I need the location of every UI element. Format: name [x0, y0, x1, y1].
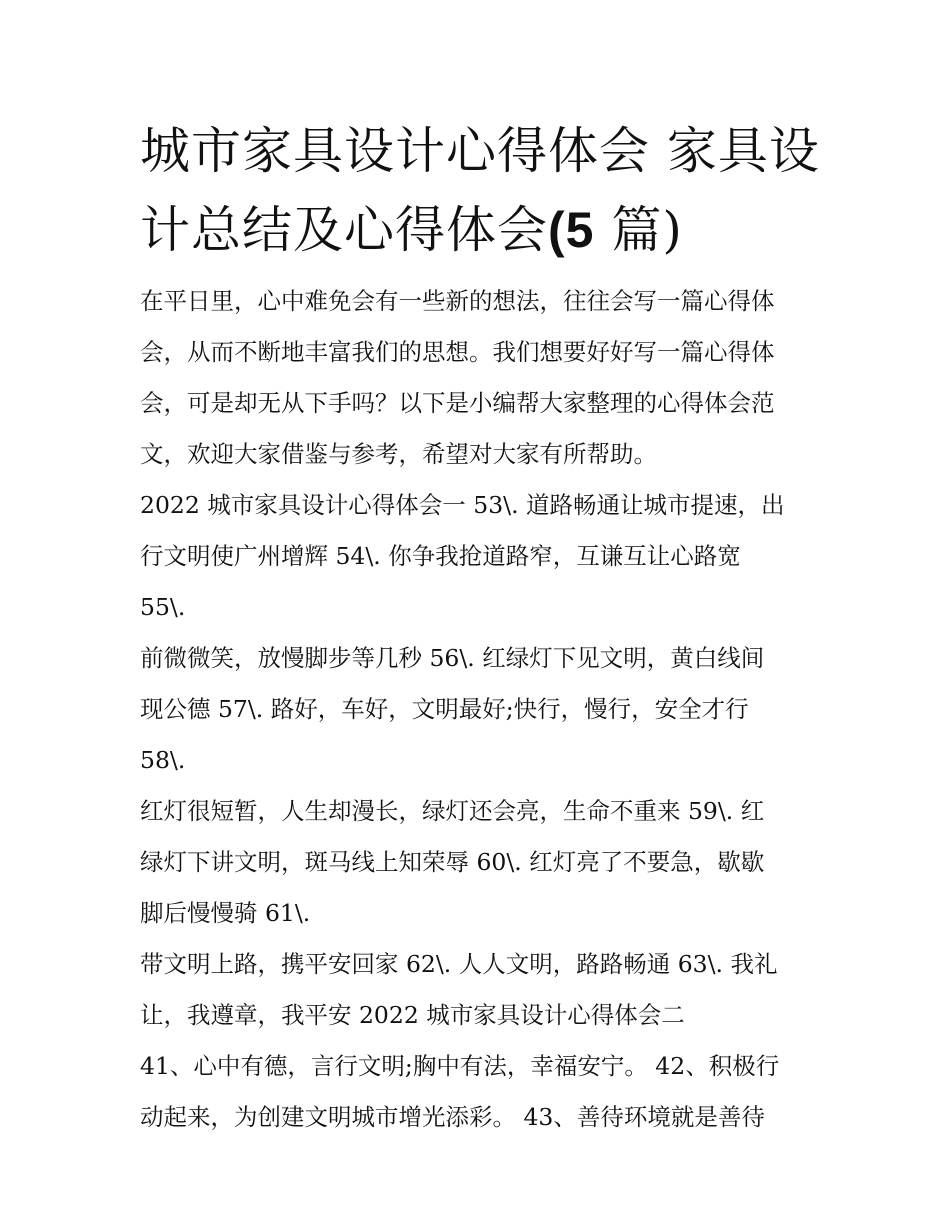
paragraph-line: 动起来，为创建文明城市增光添彩。 43、善待环境就是善待: [140, 1103, 765, 1131]
body-paragraph: [140, 1041, 820, 1143]
title-line-1: 城市家具设计心得体会 家具设: [140, 122, 820, 180]
paragraph-line: 行文明使广州增辉 54\. 你争我抢道路窄，互谦互让心路宽: [140, 542, 741, 570]
intro-paragraph: [140, 276, 820, 480]
body-paragraph: [140, 633, 820, 786]
paragraph-line: 让，我遵章，我平安 2022 城市家具设计心得体会二: [140, 1001, 685, 1029]
paragraph-line: 在平日里，心中难免会有一些新的想法，往往会写一篇心得体: [140, 287, 775, 315]
title-line-2: [140, 191, 820, 270]
body-paragraph: [140, 480, 820, 633]
paragraph-line: 带文明上路，携平安回家 62\. 人人文明，路路畅通 63\. 我礼: [140, 950, 778, 978]
paragraph-line: 会，可是却无从下手吗？以下是小编帮大家整理的心得体会范: [140, 389, 775, 417]
title-count: (5: [548, 202, 595, 258]
document-body: [140, 276, 820, 1143]
paragraph-line: 脚后慢慢骑 61\.: [140, 899, 311, 927]
paragraph-line: 红灯很短暂，人生却漫长，绿灯还会亮，生命不重来 59\. 红: [140, 797, 765, 825]
document-title: [140, 112, 820, 270]
title-count-suffix: 篇): [611, 201, 683, 259]
paragraph-line: 前微微笑，放慢脚步等几秒 56\. 红绿灯下见文明，黄白线间: [140, 644, 765, 672]
paragraph-line: 58\.: [140, 746, 186, 774]
paragraph-line: 现公德 57\. 路好，车好，文明最好;快行，慢行，安全才行: [140, 695, 749, 723]
paragraph-line: 文，欢迎大家借鉴与参考，希望对大家有所帮助。: [140, 440, 657, 468]
paragraph-line: 55\.: [140, 593, 186, 621]
paragraph-line: 41、心中有德，言行文明;胸中有法，幸福安宁。 42、积极行: [140, 1052, 780, 1080]
paragraph-line: 2022 城市家具设计心得体会一 53\. 道路畅通让城市提速，出: [140, 491, 785, 519]
body-paragraph: [140, 939, 820, 1041]
body-paragraph: [140, 786, 820, 939]
paragraph-line: 绿灯下讲文明，斑马线上知荣辱 60\. 红灯亮了不要急，歇歇: [140, 848, 765, 876]
title-line-2-text: 计总结及心得体会: [140, 201, 548, 259]
paragraph-line: 会，从而不断地丰富我们的思想。我们想要好好写一篇心得体: [140, 338, 775, 366]
